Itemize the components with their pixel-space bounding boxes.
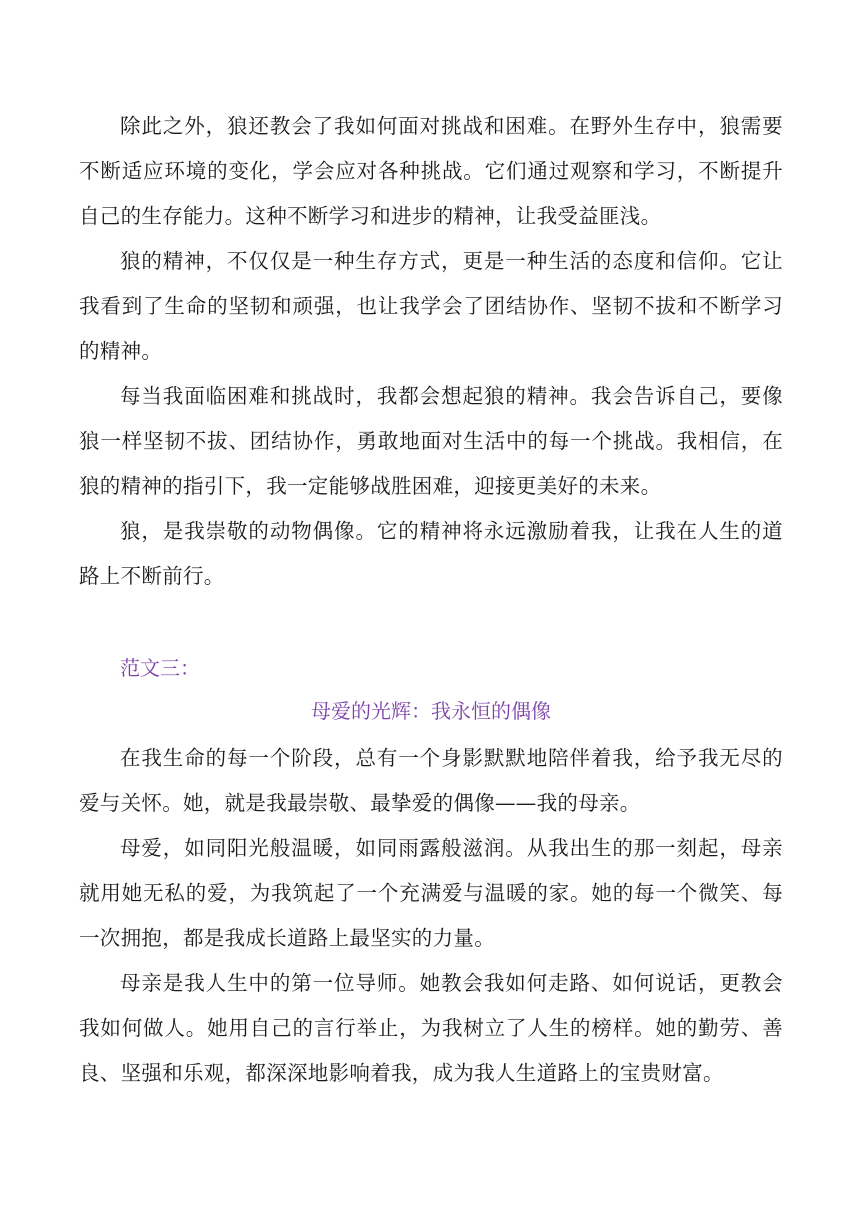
body-paragraph: 每当我面临困难和挑战时，我都会想起狼的精神。我会告诉自己，要像狼一样坚韧不拔、团结协作，勇敢地面对生活中的每一个挑战。我相信，在狼的精神的指引下，我一定能够战胜困难，迎接更美好的未来。 xyxy=(79,384,783,498)
section-label: 范文三： xyxy=(120,656,200,680)
body-paragraph: 除此之外，狼还教会了我如何面对挑战和困难。在野外生存中，狼需要不断适应环境的变化，学会应对各种挑战。它们通过观察和学习，不断提升自己的生存能力。这种不断学习和进步的精神，让我受益匪浅。 xyxy=(79,114,783,228)
body-paragraph: 母爱，如同阳光般温暖，如同雨露般滋润。从我出生的那一刻起，母亲就用她无私的爱，为我筑起了一个充满爱与温暖的家。她的每一个微笑、每一次拥抱，都是我成长道路上最坚实的力量。 xyxy=(79,836,783,950)
essay-title: 母爱的光辉：我永恒的偶像 xyxy=(311,699,551,723)
body-paragraph: 母亲是我人生中的第一位导师。她教会我如何走路、如何说话，更教会我如何做人。她用自己的言行举止，为我树立了人生的榜样。她的勤劳、善良、坚强和乐观，都深深地影响着我，成为我人生道路上的宝贵财富。 xyxy=(79,971,783,1085)
body-paragraph: 在我生命的每一个阶段，总有一个身影默默地陪伴着我，给予我无尽的爱与关怀。她，就是我最崇敬、最挚爱的偶像——我的母亲。 xyxy=(79,746,783,815)
body-paragraph: 狼，是我崇敬的动物偶像。它的精神将永远激励着我，让我在人生的道路上不断前行。 xyxy=(79,519,783,588)
body-paragraph: 狼的精神，不仅仅是一种生存方式，更是一种生活的态度和信仰。它让我看到了生命的坚韧和顽强，也让我学会了团结协作、坚韧不拔和不断学习的精神。 xyxy=(79,249,783,363)
